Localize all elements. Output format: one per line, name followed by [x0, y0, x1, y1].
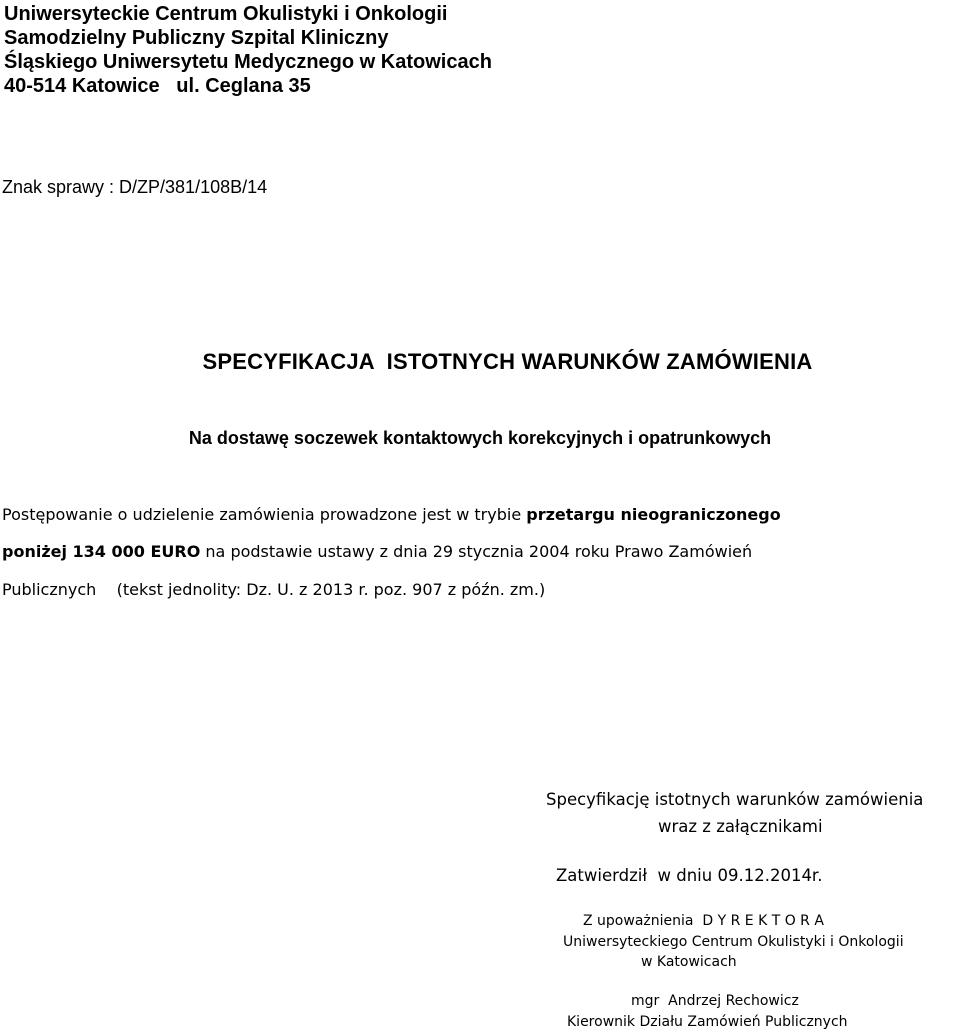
institution-name-line3: Śląskiego Uniwersytetu Medycznego w Katowicach [4, 51, 492, 73]
procurement-subject: Na dostawę soczewek kontaktowych korekcyjnych i opatrunkowych [188, 428, 772, 448]
procedure-mode: przetargu nieograniczonego [526, 505, 781, 524]
procedure-line-2 [2, 542, 752, 561]
procedure-line-3: Publicznych (tekst jednolity: Dz. U. z 2013 r. poz. 907 z późn. zm.) [2, 580, 546, 599]
procedure-line-1 [2, 505, 781, 524]
authorization-line2: Uniwersyteckiego Centrum Okulistyki i Onkologii [563, 934, 904, 950]
case-number: Znak sprawy : D/ZP/381/108B/14 [2, 177, 268, 197]
procedure-text-1: Postępowanie o udzielenie zamówienia prowadzone jest w trybie [2, 505, 527, 524]
institution-name-line2: Samodzielny Publiczny Szpital Kliniczny [4, 27, 389, 49]
document-title: SPECYFIKACJA ISTOTNYCH WARUNKÓW ZAMÓWIENIA [202, 349, 813, 374]
approval-date: Zatwierdził w dniu 09.12.2014r. [556, 866, 823, 885]
signer-name: mgr Andrzej Rechowicz [631, 993, 799, 1009]
signer-role: Kierownik Działu Zamówień Publicznych [567, 1014, 848, 1030]
procedure-threshold: poniżej 134 000 EURO [2, 542, 201, 561]
institution-name-line1: Uniwersyteckie Centrum Okulistyki i Onkologii [4, 3, 448, 25]
authorization-line3: w Katowicach [641, 954, 737, 970]
procedure-text-2: na podstawie ustawy z dnia 29 stycznia 2004 roku Prawo Zamówień [200, 542, 753, 561]
spec-approval-line1: Specyfikację istotnych warunków zamówienia [546, 790, 924, 809]
spec-approval-line2: wraz z załącznikami [658, 817, 823, 836]
institution-address: 40-514 Katowice ul. Ceglana 35 [4, 75, 311, 97]
authorization-line1: Z upoważnienia D Y R E K T O R A [583, 913, 824, 929]
